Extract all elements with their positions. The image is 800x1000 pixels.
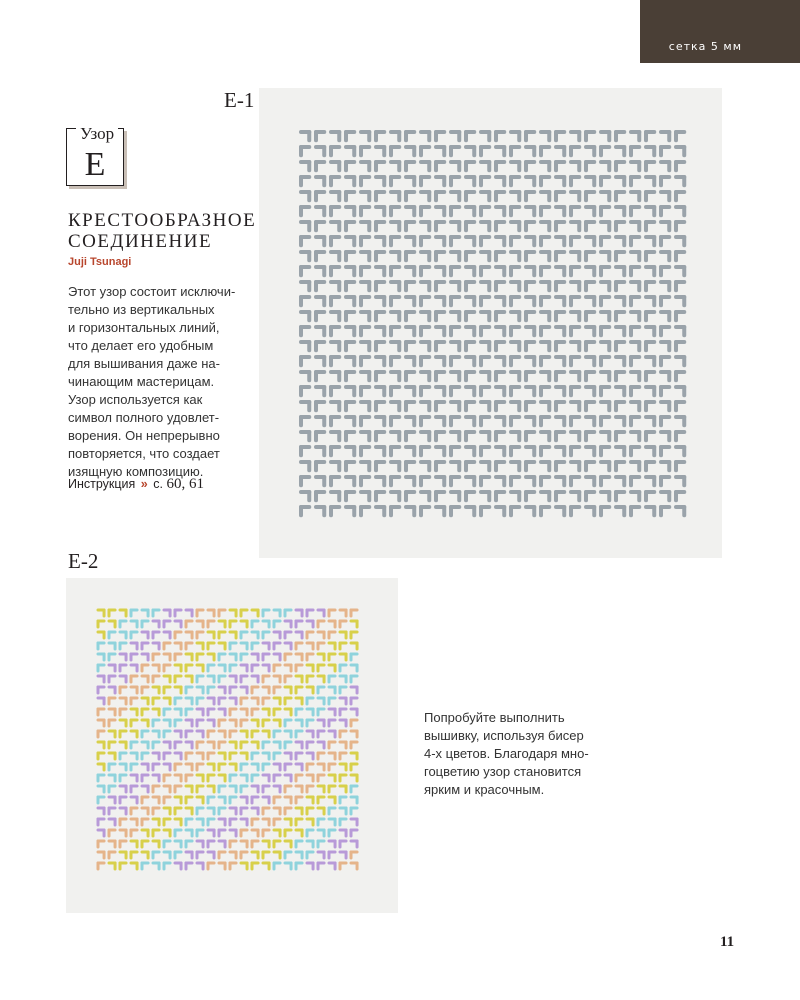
photo-e1	[259, 88, 722, 558]
pattern-subtitle: Juji Tsunagi	[68, 256, 132, 268]
title-line-1: КРЕСТООБРАЗНОЕ	[68, 210, 257, 231]
pattern-letter: E	[84, 146, 106, 183]
instruction-reference	[68, 476, 204, 493]
page-prefix: с.	[153, 477, 163, 491]
page-number: 11	[720, 934, 735, 950]
beadwork-e1	[259, 88, 722, 558]
description-text: Этот узор состоит исключи- тельно из вертикальных и горизонтальных линий, что делает его удобным для вышивания даже на- чинающим мастерицам. Узор используется как символ полного удовлет- ворения. Он непрерывно повторяется, что создает изящную композицию.	[68, 284, 236, 479]
grid-size-tab	[640, 0, 800, 63]
title-line-2: СОЕДИНЕНИЕ	[68, 231, 213, 252]
chevron-right-icon: »	[140, 477, 148, 491]
grid-size-label: сетка 5 мм	[668, 40, 742, 53]
instruction-label: Инструкция	[68, 477, 136, 491]
figure-e1-label: E-1	[224, 88, 255, 112]
beadwork-e2	[66, 578, 398, 913]
pattern-title	[68, 210, 256, 252]
side-note-text: Попробуйте выполнить вышивку, используя бисер 4-х цветов. Благодаря мно- гоцветию узор становится ярким и красочным.	[424, 710, 589, 797]
figure-e2-label: E-2	[68, 549, 99, 573]
instruction-pages: 60, 61	[166, 476, 204, 492]
photo-e2	[66, 578, 398, 913]
pattern-word: Узор	[76, 124, 118, 144]
